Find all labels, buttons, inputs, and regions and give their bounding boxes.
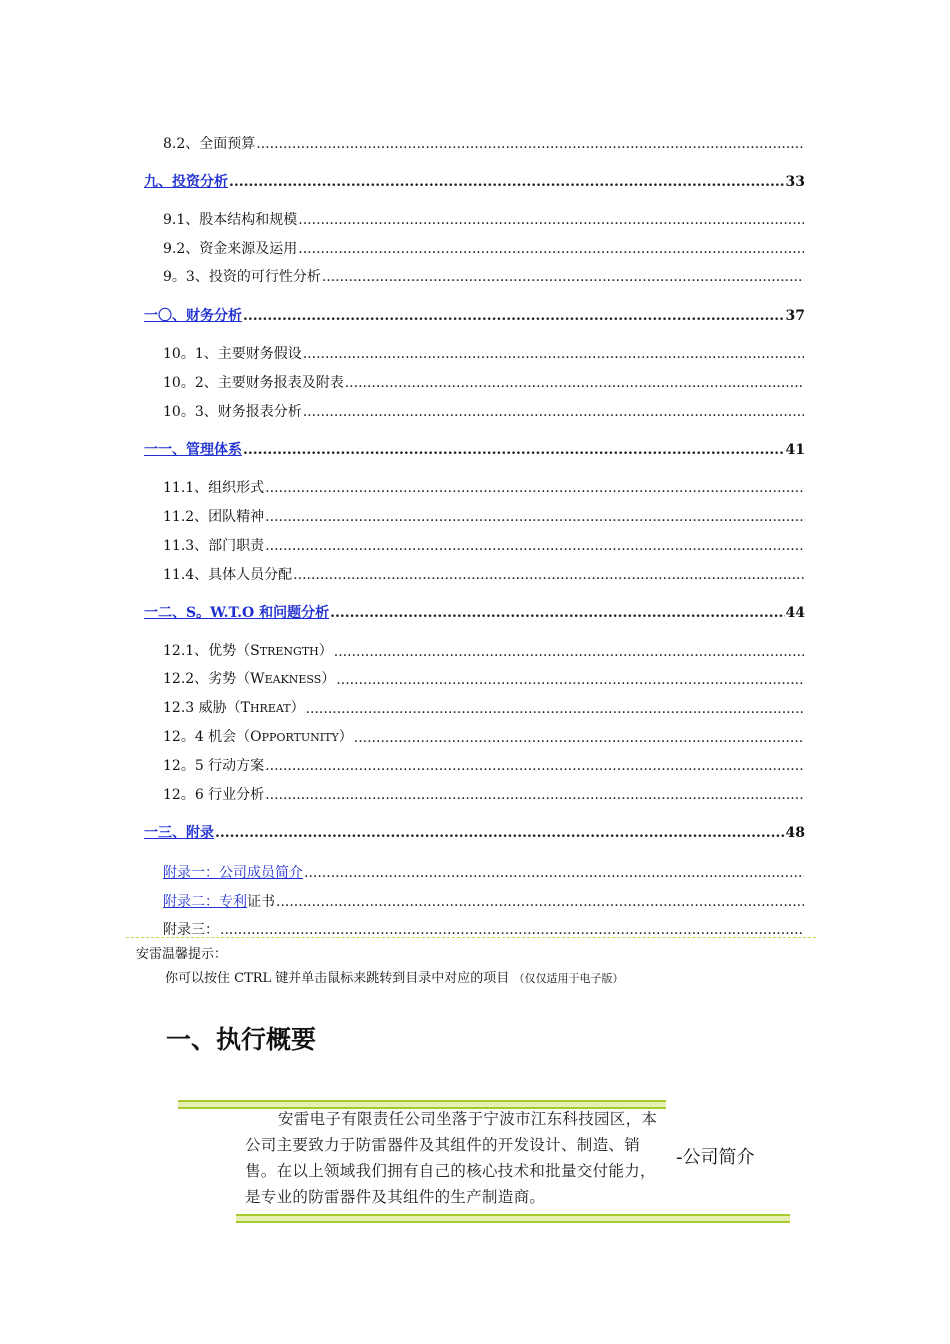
toc-entry-label: 10。1、主要财务假设 <box>163 346 302 362</box>
toc-entry-9-1[interactable] <box>163 211 805 229</box>
section-divider <box>126 937 816 938</box>
toc-entry-label: 9。3、投资的可行性分析 <box>163 269 321 285</box>
toc-entry-link[interactable]: 附录一：公司成员简介 <box>163 865 303 881</box>
toc-entry-label: 12。6 行业分析 <box>163 787 265 803</box>
toc-chapter-link[interactable]: 一二、S。W.T.O 和问题分析 <box>144 605 330 621</box>
toc-entry-9-2[interactable] <box>163 240 805 258</box>
toc-entry-appendix-2[interactable] <box>163 893 805 911</box>
toc-entry-10-1[interactable] <box>163 345 805 363</box>
toc-entry-label: 11.2、团队精神 <box>163 509 265 525</box>
toc-chapter-link[interactable]: 九、投资分析 <box>144 174 228 190</box>
toc-entry-11-2[interactable] <box>163 508 805 526</box>
section-heading: 一、执行概要 <box>166 1025 317 1054</box>
toc-entry-12-1[interactable] <box>163 642 805 661</box>
toc-entry-12-2[interactable] <box>163 670 805 689</box>
hint-title: 安雷温馨提示： <box>136 947 228 962</box>
toc-entry-label: 11.1、组织形式 <box>163 480 265 496</box>
toc-entry-label: 10。3、财务报表分析 <box>163 404 302 420</box>
toc-entry-label: 12。4 机会（OPPORTUNITY） <box>163 729 353 745</box>
company-profile-label: -公司简介 <box>676 1147 755 1168</box>
toc-entry-label: 9.2、资金来源及运用 <box>163 241 298 257</box>
toc-entry-link[interactable]: 附录二：专利 <box>163 894 247 910</box>
toc-page-number: 48 <box>785 825 805 841</box>
toc-page-number: 37 <box>785 308 805 324</box>
toc-page-number: 41 <box>785 442 805 458</box>
toc-chapter-12[interactable] <box>144 604 805 622</box>
toc-chapter-11[interactable] <box>144 441 805 459</box>
toc-entry-label: 12。5 行动方案 <box>163 758 265 774</box>
toc-entry-12-4[interactable] <box>163 728 805 747</box>
toc-entry-label: 11.4、具体人员分配 <box>163 567 293 583</box>
toc-entry-label: 附录三： <box>163 922 219 938</box>
toc-entry-9-3[interactable] <box>163 268 805 286</box>
toc-entry-appendix-1[interactable] <box>163 864 805 882</box>
toc-page-number: 44 <box>785 605 805 621</box>
toc-entry-label: 11.3、部门职责 <box>163 538 265 554</box>
toc-chapter-10[interactable] <box>144 307 805 325</box>
toc-chapter-link[interactable]: 一〇、财务分析 <box>144 308 242 324</box>
toc-entry-label: 8.2、全面预算 <box>163 136 256 152</box>
decorative-bar-bottom <box>236 1214 790 1223</box>
hint-text: 你可以按住 CTRL 键并单击鼠标来跳转到目录中对应的项目 （仅仅适用于电子版） <box>165 971 624 986</box>
toc-entry-label: 12.2、劣势（WEAKNESS） <box>163 671 336 687</box>
hint-note: （仅仅适用于电子版） <box>513 972 624 985</box>
toc-entry-label: 10。2、主要财务报表及附表 <box>163 375 344 391</box>
toc-entry-10-3[interactable] <box>163 403 805 421</box>
toc-chapter-link[interactable]: 一三、附录 <box>144 825 214 841</box>
toc-entry-11-4[interactable] <box>163 566 805 584</box>
toc-entry-label: 附录二：专利证书 <box>163 894 275 910</box>
toc-entry-label: 12.1、优势（STRENGTH） <box>163 643 333 659</box>
toc-entry-8-2[interactable] <box>163 135 805 153</box>
toc-chapter-link[interactable]: 一一、管理体系 <box>144 442 242 458</box>
toc-entry-11-3[interactable] <box>163 537 805 555</box>
toc-page-number: 33 <box>785 174 805 190</box>
toc-entry-11-1[interactable] <box>163 479 805 497</box>
toc-entry-12-3[interactable] <box>163 699 805 718</box>
toc-entry-label: 12.3 威胁（THREAT） <box>163 700 305 716</box>
toc-entry-label: 9.1、股本结构和规模 <box>163 212 298 228</box>
toc-entry-12-5[interactable] <box>163 757 805 775</box>
toc-entry-10-2[interactable] <box>163 374 805 392</box>
company-intro-paragraph: 安雷电子有限责任公司坐落于宁波市江东科技园区，本公司主要致力于防雷器件及其组件的开发设计、制造、销售。在以上领域我们拥有自己的核心技术和批量交付能力，是专业的防雷器件及其组件的生产制造商。 <box>245 1110 658 1206</box>
toc-chapter-9[interactable] <box>144 173 805 191</box>
toc-chapter-13[interactable] <box>144 824 805 842</box>
toc-entry-12-6[interactable] <box>163 786 805 804</box>
